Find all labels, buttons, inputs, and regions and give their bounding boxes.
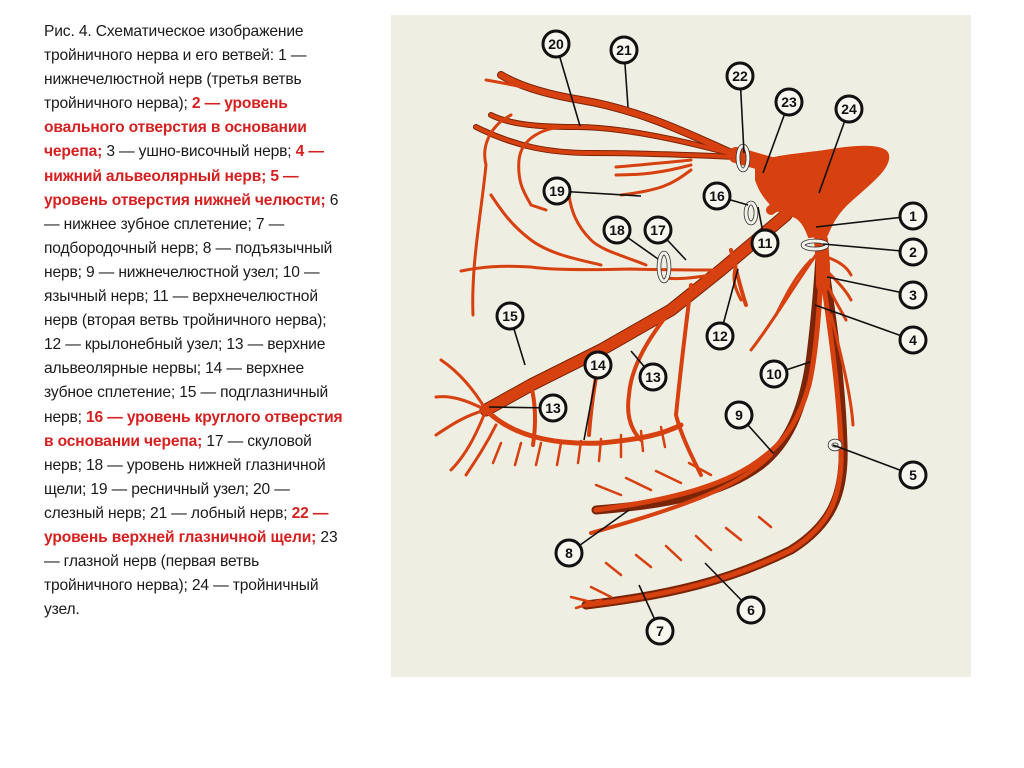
callout-16: [704, 183, 748, 209]
callout-19: [544, 178, 641, 204]
figure-caption: [44, 20, 344, 622]
callout-number: 13: [645, 369, 661, 385]
callout-number: 24: [841, 101, 857, 117]
nerve-branches: [436, 75, 888, 608]
callout-number: 20: [548, 36, 564, 52]
callout-number: 4: [909, 332, 917, 348]
caption-highlight: 4 — нижний альвеолярный нерв; 5 — уровень отверстия нижней челюсти;: [44, 143, 326, 209]
callout-9: [726, 402, 773, 453]
callout-number: 5: [909, 467, 917, 483]
callout-number: 13: [545, 400, 561, 416]
trigeminal-nerve-diagram: [391, 15, 971, 677]
callout-number: 18: [609, 222, 625, 238]
callout-number: 19: [549, 183, 565, 199]
callout-number: 12: [712, 328, 728, 344]
caption-highlight: 22 — уровень верхней глазничной щели;: [44, 504, 329, 546]
callout-number: 1: [909, 208, 917, 224]
callout-number: 21: [616, 42, 632, 58]
caption-highlight: 16 — уровень круглого отверстия в основании черепа;: [44, 408, 343, 450]
callout-number: 6: [747, 602, 755, 618]
caption-text: 6 — нижнее зубное сплетение; 7 — подбородочный нерв; 8 — подъязычный нерв; 9 — нижнечелюстной узел; 10 — язычный нерв; 11 — верхнечелюстной нерв (вторая ветвь тройничного нерва); 12 — крылонебный узел; 13 — верхние альвеолярные нервы; 14 — верхнее зубное сплетение; 15 — подглазничный нерв;: [44, 191, 339, 426]
callout-number: 8: [565, 545, 573, 561]
callout-15: [497, 303, 525, 365]
callout-number: 7: [656, 623, 664, 639]
callout-number: 14: [590, 357, 606, 373]
caption-highlight: 2 — уровень овального отверстия в основании черепа;: [44, 95, 307, 161]
callout-number: 15: [502, 308, 518, 324]
callout-number: 16: [709, 188, 725, 204]
callout-number: 11: [757, 235, 773, 251]
callout-8: [556, 510, 629, 566]
callout-20: [543, 31, 580, 126]
callout-21: [611, 37, 637, 107]
caption-text: 3 — ушно-височный нерв;: [102, 143, 296, 161]
nerve-illustration: [391, 15, 971, 677]
callout-number: 23: [781, 94, 797, 110]
caption-text: 17 — скуловой нерв; 18 — уровень нижней глазничной щели; 19 — ресничный узел; 20 — слезный нерв; 21 — лобный нерв;: [44, 432, 326, 522]
caption-text: Рис. 4. Схематическое изображение тройничного нерва и его ветвей: 1 — нижнечелюстной нерв (третья ветвь тройничного нерва);: [44, 23, 307, 113]
callout-number: 17: [650, 222, 666, 238]
callout-labels: [489, 31, 926, 644]
callout-22: [727, 63, 753, 153]
caption-text: 23 — глазной нерв (первая ветвь тройничного нерва); 24 — тройничный узел.: [44, 528, 338, 619]
callout-number: 10: [766, 366, 782, 382]
callout-3: [827, 277, 926, 308]
callout-number: 3: [909, 287, 917, 303]
callout-number: 2: [909, 244, 917, 260]
callout-number: 9: [735, 407, 743, 423]
callout-number: 22: [732, 68, 748, 84]
